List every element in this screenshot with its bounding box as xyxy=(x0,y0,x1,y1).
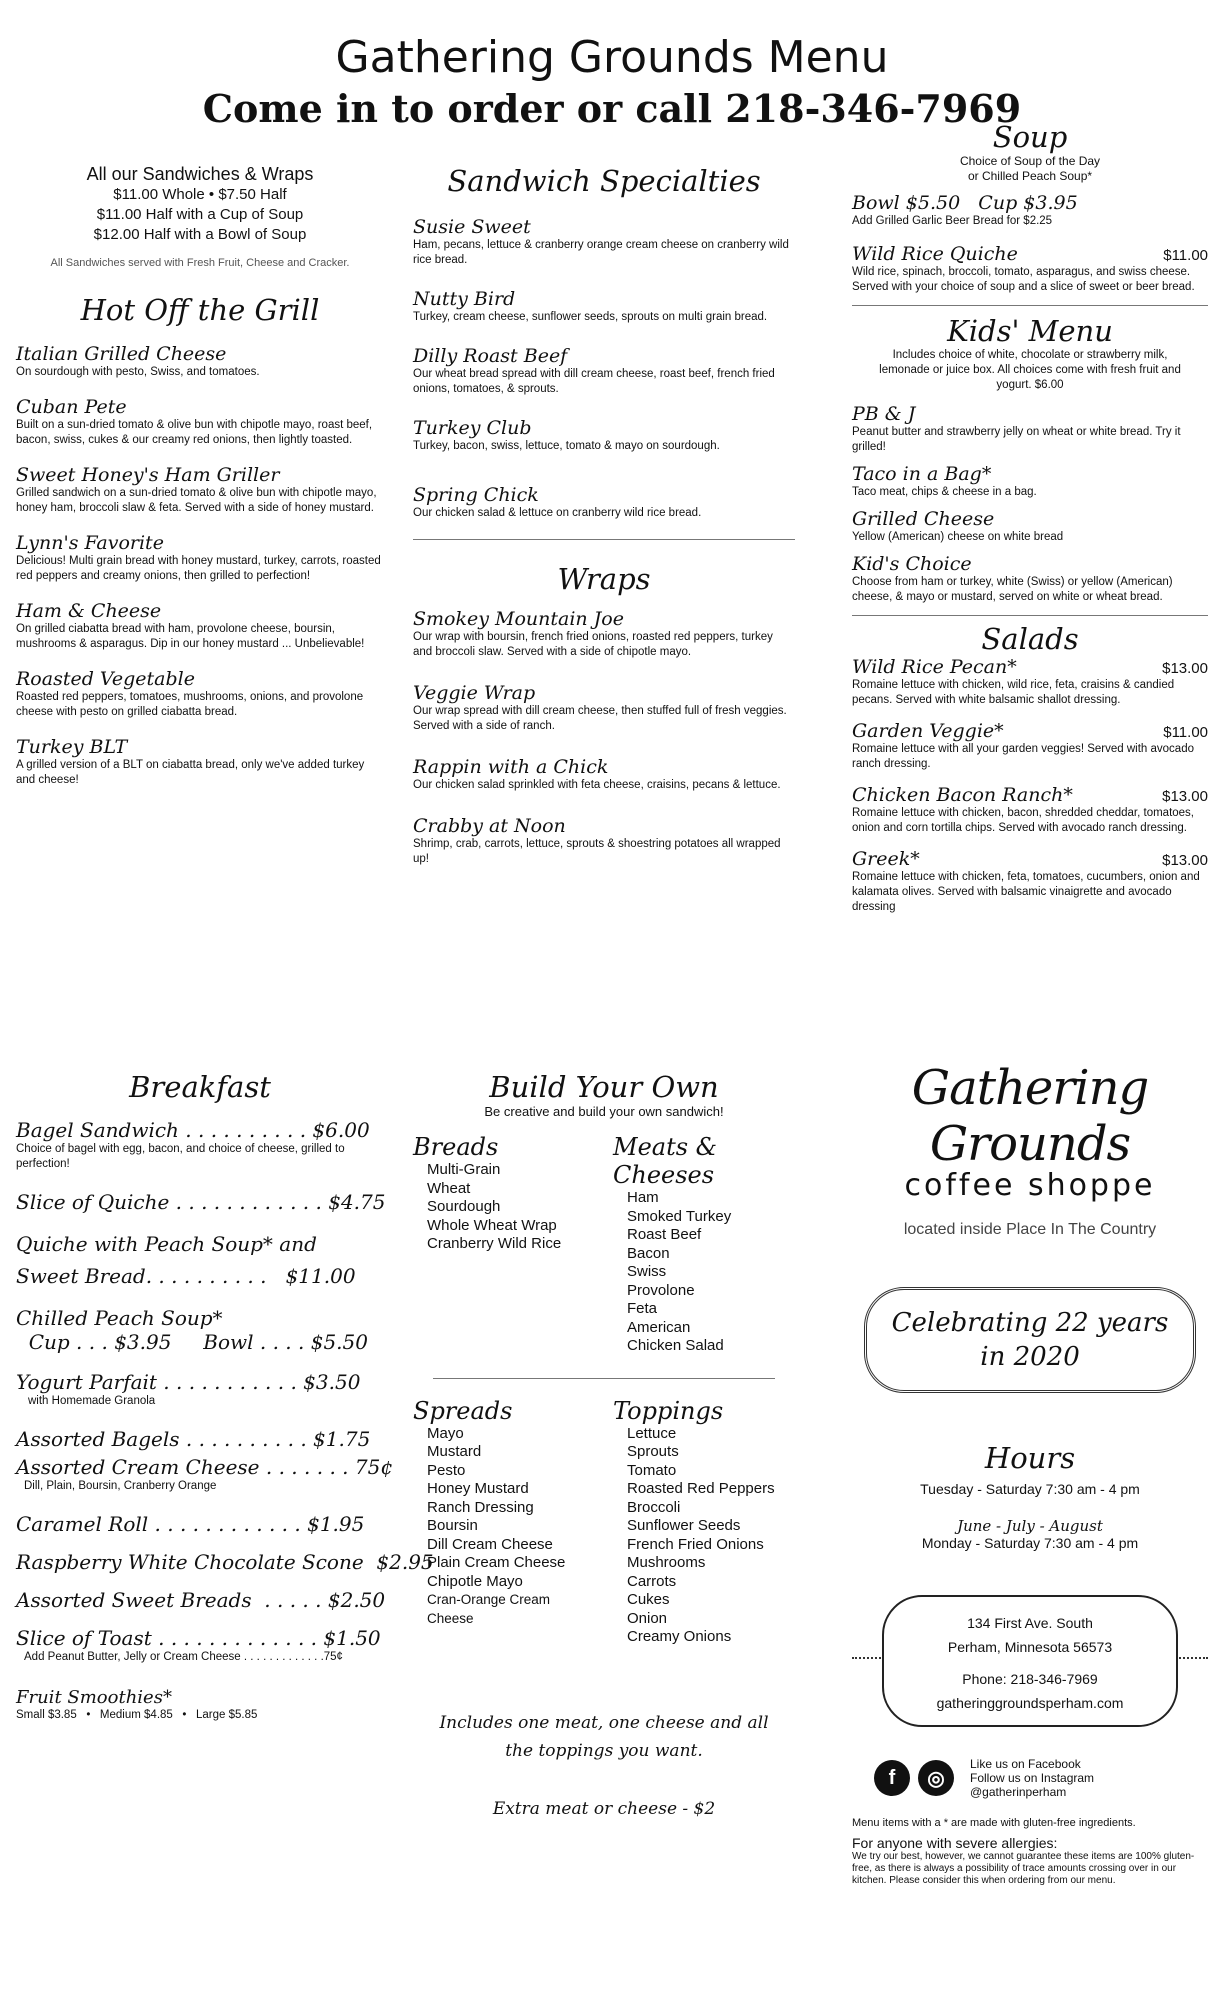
list-item: Dill Cream Cheese xyxy=(427,1535,553,1553)
list-item: Chicken Salad xyxy=(627,1337,724,1354)
soup-addon: Add Grilled Garlic Beer Bread for $2.25 xyxy=(852,215,1053,227)
menu-item xyxy=(413,288,795,325)
includes-line2: the toppings you want. xyxy=(505,1740,703,1761)
badge-line1: Celebrating 22 years xyxy=(891,1308,1169,1338)
item-name: Crabby at Noon xyxy=(413,815,566,837)
social-row xyxy=(852,1757,1208,1799)
item-desc: Wild rice, spinach, broccoli, tomato, asparagus, and swiss cheese. Served with your choice of soup and a slice of sweet or beer bread. xyxy=(852,266,1195,293)
list-item: Sunflower Seeds xyxy=(627,1517,741,1534)
item-name: Grilled Cheese xyxy=(852,508,995,530)
item-desc: Delicious! Multi grain bread with honey mustard, turkey, carrots, roasted red peppers and creamy onions, then grilled to perfection! xyxy=(16,555,381,582)
item-desc: Small $3.85 • Medium $4.85 • Large $5.85 xyxy=(16,1709,258,1721)
pricing-line3: $11.00 Half with a Cup of Soup xyxy=(96,206,304,223)
list-item: Broccoli xyxy=(627,1498,681,1516)
list-item: Cranberry Wild Rice xyxy=(427,1235,562,1252)
item-name: Nutty Bird xyxy=(413,288,516,310)
right-column xyxy=(852,120,1208,931)
list-item: Wheat xyxy=(427,1179,471,1197)
breakfast-item: Caramel Roll . . . . . . . . . . . . $1.95 xyxy=(16,1512,365,1536)
list-item: American xyxy=(627,1318,691,1336)
list-item: Plain Cream Cheese xyxy=(427,1554,566,1571)
list-item: Mayo xyxy=(427,1424,464,1442)
menu-item xyxy=(16,464,384,516)
item-price: $13.00 xyxy=(1162,788,1208,805)
soup-prices: Bowl $5.50 Cup $3.95 xyxy=(852,192,1078,214)
list-item: Feta xyxy=(627,1300,658,1317)
item-desc: Ham, pecans, lettuce & cranberry orange cream cheese on cranberry wild rice bread. xyxy=(413,239,789,266)
breakfast-item: Assorted Cream Cheese . . . . . . . 75¢ xyxy=(16,1455,394,1479)
menu-item xyxy=(16,343,384,380)
divider xyxy=(852,615,1208,616)
list-item: Boursin xyxy=(427,1517,478,1534)
item-desc: Built on a sun-dried tomato & olive bun with chipotle mayo, roast beef, bacon, swiss, cukes & our creamy red onions, then lightly toasted. xyxy=(16,419,373,446)
menu-item xyxy=(16,736,384,788)
social-line1: Like us on Facebook xyxy=(970,1757,1081,1771)
list-item: Bacon xyxy=(627,1244,670,1262)
item-name: Turkey BLT xyxy=(16,736,128,758)
item-desc: Our wrap with boursin, french fried onions, roasted red peppers, turkey and broccoli slaw. Served with a side of chipotle mayo. xyxy=(413,631,773,658)
item-desc: Add Peanut Butter, Jelly or Cream Cheese . . . . . . . . . . . . .75¢ xyxy=(24,1651,343,1663)
item-name: Lynn's Favorite xyxy=(16,532,164,554)
includes-line1: Includes one meat, one cheese and all xyxy=(439,1712,769,1733)
menu-item xyxy=(413,484,795,521)
item-desc: Our wheat bread spread with dill cream cheese, roast beef, french fried onions, tomatoes, & sprouts. xyxy=(413,368,775,395)
list-item: Provolone xyxy=(627,1281,695,1299)
menu-item xyxy=(413,608,795,660)
pricing-line4: $12.00 Half with a Bowl of Soup xyxy=(93,226,307,243)
item-desc: Romaine lettuce with chicken, wild rice, feta, craisins & candied pecans. Served with white balsamic shallot dressing. xyxy=(852,679,1175,706)
item-price: $11.00 xyxy=(1163,724,1208,741)
hours-summer: June - July - August xyxy=(957,1517,1103,1535)
item-desc: with Homemade Granola xyxy=(28,1395,156,1407)
breakfast-section xyxy=(16,1070,434,1723)
breads-heading: Breads xyxy=(413,1133,499,1161)
menu-item xyxy=(413,216,795,268)
item-name: Taco in a Bag* xyxy=(852,463,992,485)
meats-list xyxy=(613,1133,793,1356)
item-name: Garden Veggie* xyxy=(852,720,1004,742)
item-desc: Our chicken salad sprinkled with feta cheese, craisins, pecans & lettuce. xyxy=(413,779,781,791)
menu-item xyxy=(852,403,1208,455)
toppings-list xyxy=(613,1397,793,1647)
item-desc: Grilled sandwich on a sun-dried tomato & olive bun with chipotle mayo, honey ham, broccoli slaw & feta. Served with a side of honey mustard. xyxy=(16,487,377,514)
street: 134 First Ave. South xyxy=(967,1615,1093,1631)
location: located inside Place In The Country xyxy=(903,1221,1157,1238)
item-name: Wild Rice Quiche xyxy=(852,243,1018,265)
list-item: Tomato xyxy=(627,1461,677,1479)
breakfast-item: Yogurt Parfait . . . . . . . . . . . $3.50 xyxy=(16,1370,361,1394)
menu-item xyxy=(16,668,384,720)
item-name: Sweet Honey's Ham Griller xyxy=(16,464,280,486)
item-desc: Choose from ham or turkey, white (Swiss) or yellow (American) cheese, & mayo or mustard, served on white or wheat bread. xyxy=(852,576,1173,603)
breads-list xyxy=(413,1133,583,1356)
menu-item xyxy=(852,553,1208,605)
social-handle: @gatherinperham xyxy=(970,1785,1067,1799)
build-subheading: Be creative and build your own sandwich! xyxy=(484,1104,724,1119)
build-heading: Build Your Own xyxy=(489,1070,719,1104)
allergy-heading: For anyone with severe allergies: xyxy=(852,1835,1058,1851)
menu-subtitle: Come in to order or call 218-346-7969 xyxy=(202,86,1022,131)
breakfast-item: Assorted Bagels . . . . . . . . . . $1.75 xyxy=(16,1427,371,1451)
item-price: $11.00 xyxy=(1163,247,1208,264)
list-item: Multi-Grain xyxy=(427,1161,501,1178)
item-desc: Turkey, bacon, swiss, lettuce, tomato & mayo on sourdough. xyxy=(413,440,720,452)
list-item: Cran-Orange Cream xyxy=(427,1592,551,1607)
list-item: Carrots xyxy=(627,1572,677,1590)
menu-item xyxy=(852,848,1208,915)
item-name: Kid's Choice xyxy=(852,553,972,575)
pricing-block xyxy=(16,164,384,245)
item-name: Chicken Bacon Ranch* xyxy=(852,784,1073,806)
item-name: Ham & Cheese xyxy=(16,600,162,622)
kids-intro: Includes choice of white, chocolate or strawberry milk, lemonade or juice box. All choices come with fresh fruit and yogurt. $6.00 xyxy=(879,349,1181,391)
list-item: Lettuce xyxy=(627,1424,677,1442)
item-name: Italian Grilled Cheese xyxy=(16,343,227,365)
item-desc: Our wrap spread with dill cream cheese, then stuffed full of fresh veggies. Served with a side of ranch. xyxy=(413,705,787,732)
facebook-icon[interactable]: f xyxy=(874,1760,910,1796)
list-item: Pesto xyxy=(427,1461,466,1479)
list-item: Sprouts xyxy=(627,1443,679,1460)
item-name: Rappin with a Chick xyxy=(413,756,609,778)
breakfast-item: Slice of Quiche . . . . . . . . . . . . $4.75 xyxy=(16,1190,386,1214)
list-item: Whole Wheat Wrap xyxy=(427,1216,557,1234)
item-price: $13.00 xyxy=(1162,660,1208,677)
logo: Gathering Grounds xyxy=(911,1060,1149,1172)
item-price: $13.00 xyxy=(1162,852,1208,869)
menu-item xyxy=(16,600,384,652)
hours-line2: Monday - Saturday 7:30 am - 4 pm xyxy=(921,1535,1139,1551)
middle-column xyxy=(413,164,795,883)
list-item: Ranch Dressing xyxy=(427,1498,534,1516)
item-desc: Choice of bagel with egg, bacon, and choice of cheese, grilled to perfection! xyxy=(16,1143,345,1170)
includes-note xyxy=(413,1709,795,1765)
meats-heading: Meats & Cheeses xyxy=(613,1133,718,1189)
item-desc: Peanut butter and strawberry jelly on wheat or white bread. Try it grilled! xyxy=(852,426,1181,453)
soup-heading: Soup xyxy=(992,120,1068,154)
grill-heading: Hot Off the Grill xyxy=(80,293,320,327)
divider xyxy=(852,305,1208,306)
logo-subtitle: coffee shoppe xyxy=(904,1168,1156,1203)
badge-line2: in 2020 xyxy=(980,1342,1080,1372)
spreads-list xyxy=(413,1397,583,1647)
soup-line1: Choice of Soup of the Day xyxy=(959,154,1101,168)
item-desc: Our chicken salad & lettuce on cranberry wild rice bread. xyxy=(413,507,702,519)
pricing-line2: $11.00 Whole • $7.50 Half xyxy=(113,186,287,203)
menu-item xyxy=(16,396,384,448)
list-item: Roasted Red Peppers xyxy=(627,1480,775,1497)
list-item: Chipotle Mayo xyxy=(427,1572,523,1590)
soup-line2: or Chilled Peach Soup* xyxy=(967,169,1093,183)
social-text xyxy=(970,1757,1094,1799)
item-desc: Roasted red peppers, tomatoes, mushrooms, onions, and provolone cheese with pesto on grilled ciabatta bread. xyxy=(16,691,364,718)
item-name: Cuban Pete xyxy=(16,396,127,418)
toppings-heading: Toppings xyxy=(613,1396,724,1425)
breakfast-item: Sweet Bread. . . . . . . . . . $11.00 xyxy=(16,1264,356,1288)
item-desc: Dill, Plain, Boursin, Cranberry Orange xyxy=(24,1480,217,1492)
item-desc: Romaine lettuce with chicken, feta, tomatoes, cucumbers, onion and kalamata olives. Served with balsamic vinaigrette and avocado dressing xyxy=(852,871,1200,913)
hours-heading: Hours xyxy=(984,1441,1076,1475)
item-name: Roasted Vegetable xyxy=(16,668,195,690)
gf-note: Menu items with a * are made with gluten-free ingredients. xyxy=(852,1817,1136,1829)
menu-item xyxy=(852,784,1208,836)
info-section xyxy=(852,1060,1208,1887)
list-item: Honey Mustard xyxy=(427,1480,529,1497)
item-desc: A grilled version of a BLT on ciabatta bread, only we've added turkey and cheese! xyxy=(16,759,365,786)
breakfast-item: Quiche with Peach Soup* and xyxy=(16,1232,317,1256)
menu-item xyxy=(413,682,795,734)
item-name: Dilly Roast Beef xyxy=(413,345,568,367)
item-desc: Turkey, cream cheese, sunflower seeds, sprouts on multi grain bread. xyxy=(413,311,768,323)
menu-title: Gathering Grounds Menu xyxy=(335,32,889,83)
allergy-text: We try our best, however, we cannot guarantee these items are 100% gluten-free, as there is always a possibility of trace amounts crossing over in our kitchen. Please consider this when ordering from our menu. xyxy=(852,1851,1195,1886)
address-box xyxy=(882,1595,1178,1727)
wraps-heading: Wraps xyxy=(557,562,651,596)
breakfast-item: Bagel Sandwich . . . . . . . . . . $6.00 xyxy=(16,1118,370,1142)
breakfast-item: Raspberry White Chocolate Scone $2.95 xyxy=(16,1550,434,1574)
menu-item xyxy=(413,345,795,397)
city: Perham, Minnesota 56573 xyxy=(947,1639,1113,1655)
divider xyxy=(433,1378,775,1379)
item-desc: On sourdough with pesto, Swiss, and tomatoes. xyxy=(16,366,260,378)
breakfast-item: Cup . . . $3.95 Bowl . . . . $5.50 xyxy=(16,1330,368,1354)
breakfast-item: Assorted Sweet Breads . . . . . $2.50 xyxy=(16,1588,386,1612)
list-item: French Fried Onions xyxy=(627,1535,764,1553)
breakfast-heading: Breakfast xyxy=(129,1070,271,1104)
menu-item xyxy=(413,815,795,867)
kids-heading: Kids' Menu xyxy=(947,314,1113,348)
hours-line1: Tuesday - Saturday 7:30 am - 4 pm xyxy=(920,1481,1140,1497)
item-desc: Shrimp, crab, carrots, lettuce, sprouts & shoestring potatoes all wrapped up! xyxy=(413,838,781,865)
left-column xyxy=(16,164,384,804)
spreads-heading: Spreads xyxy=(413,1396,513,1425)
list-item: Swiss xyxy=(627,1263,667,1280)
list-item: Ham xyxy=(627,1189,659,1206)
list-item: Mustard xyxy=(427,1443,482,1460)
salads-heading: Salads xyxy=(981,622,1079,656)
extra-note: Extra meat or cheese - $2 xyxy=(492,1798,716,1819)
menu-item xyxy=(852,463,1208,500)
item-desc: On grilled ciabatta bread with ham, provolone cheese, boursin, mushrooms & asparagus. Dip in our honey mustard ... Unbelievable! xyxy=(16,623,365,650)
breakfast-item: Slice of Toast . . . . . . . . . . . . . $1.50 xyxy=(16,1626,381,1650)
item-desc: Taco meat, chips & cheese in a bag. xyxy=(852,486,1037,498)
list-item: Sourdough xyxy=(427,1198,501,1215)
list-item: Cheese xyxy=(427,1610,474,1626)
item-name: Turkey Club xyxy=(413,417,532,439)
breakfast-item: Chilled Peach Soup* xyxy=(16,1306,223,1330)
item-name: Susie Sweet xyxy=(413,216,531,238)
build-section xyxy=(413,1070,795,1819)
specialties-heading: Sandwich Specialties xyxy=(447,164,761,198)
pricing-line1: All our Sandwiches & Wraps xyxy=(86,164,314,184)
list-item: Roast Beef xyxy=(627,1226,702,1243)
menu-item xyxy=(852,508,1208,545)
item-name: Wild Rice Pecan* xyxy=(852,656,1017,678)
instagram-icon[interactable]: ◎ xyxy=(918,1760,954,1796)
list-item: Mushrooms xyxy=(627,1554,706,1571)
menu-item xyxy=(413,417,795,454)
website[interactable]: gatheringgroundsperham.com xyxy=(936,1695,1124,1711)
list-item: Cukes xyxy=(627,1591,670,1608)
item-name: Greek* xyxy=(852,848,920,870)
breakfast-item: Fruit Smoothies* xyxy=(16,1687,172,1708)
social-line2: Follow us on Instagram xyxy=(970,1771,1095,1785)
list-item: Creamy Onions xyxy=(627,1628,732,1645)
list-item: Onion xyxy=(627,1609,668,1627)
contact-block xyxy=(852,1595,1208,1727)
phone: Phone: 218-346-7969 xyxy=(962,1671,1098,1687)
item-name: Spring Chick xyxy=(413,484,539,506)
item-name: Smokey Mountain Joe xyxy=(413,608,624,630)
divider xyxy=(413,539,795,540)
quiche-row xyxy=(852,243,1208,265)
menu-item xyxy=(413,756,795,793)
pricing-note: All Sandwiches served with Fresh Fruit, Cheese and Cracker. xyxy=(50,257,350,269)
item-desc: Romaine lettuce with chicken, bacon, shredded cheddar, tomatoes, onion and corn tortilla chips. Served with avocado ranch dressing. xyxy=(852,807,1195,834)
item-desc: Yellow (American) cheese on white bread xyxy=(852,531,1064,543)
item-desc: Romaine lettuce with all your garden veggies! Served with avocado ranch dressing. xyxy=(852,743,1194,770)
anniversary-badge xyxy=(864,1287,1196,1393)
menu-item xyxy=(16,532,384,584)
menu-item xyxy=(852,656,1208,708)
item-name: PB & J xyxy=(852,403,916,425)
item-name: Veggie Wrap xyxy=(413,682,536,704)
list-item: Smoked Turkey xyxy=(627,1207,732,1225)
menu-item xyxy=(852,720,1208,772)
